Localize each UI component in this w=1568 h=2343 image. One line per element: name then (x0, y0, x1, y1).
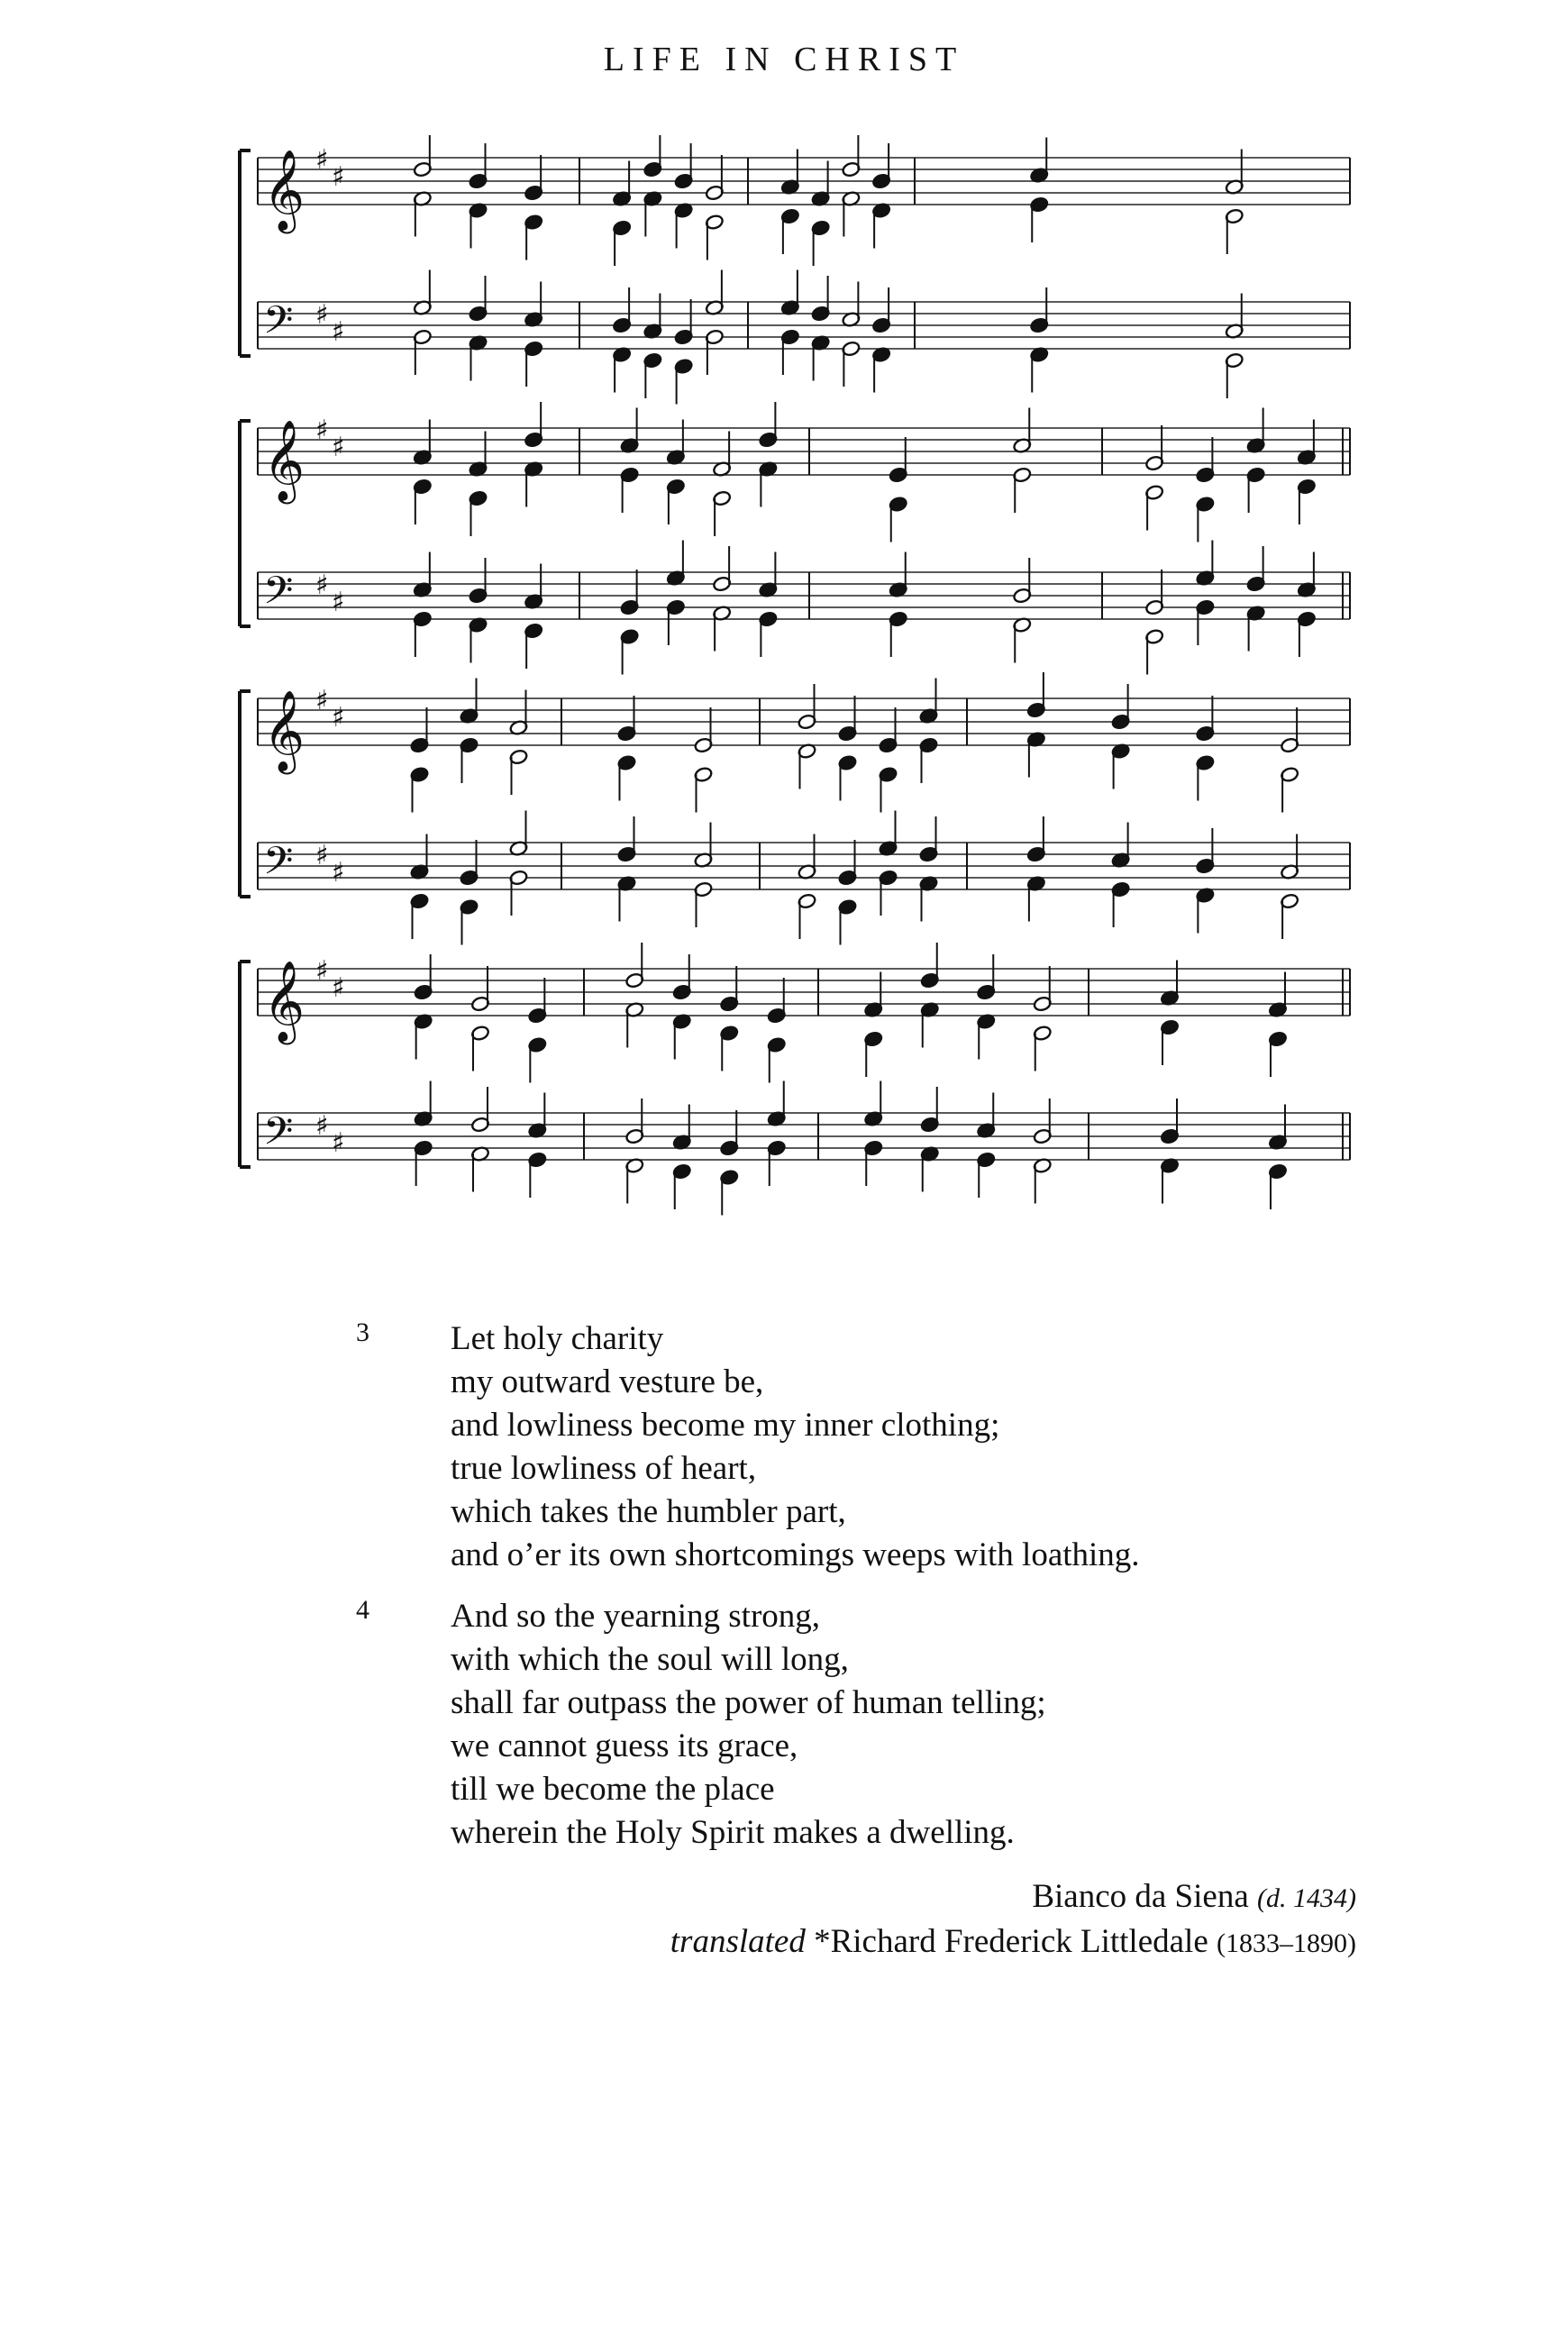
system-bracket (240, 691, 251, 897)
verse-line: which takes the humbler part, (451, 1493, 846, 1530)
verse-line: true lowliness of heart, (451, 1450, 757, 1487)
author-dates: (d. 1434) (1257, 1883, 1356, 1913)
translator-dates: (1833–1890) (1217, 1928, 1356, 1958)
treble-clef-icon: 𝄞 (263, 150, 305, 231)
author-line (670, 1874, 1356, 1919)
verse-line: And so the yearning strong, (451, 1598, 821, 1635)
sharp-icon: ♯ (315, 840, 329, 871)
verse-line: my outward vesture be, (451, 1363, 764, 1400)
sharp-icon: ♯ (315, 299, 329, 331)
sharp-icon: ♯ (315, 1110, 329, 1142)
treble-clef-icon: 𝄞 (263, 690, 305, 771)
sharp-icon: ♯ (332, 702, 345, 734)
system-bracket (240, 962, 251, 1167)
verse-line: with which the soul will long, (451, 1641, 849, 1678)
bass-clef-icon: 𝄢 (263, 298, 294, 352)
sharp-icon: ♯ (332, 587, 345, 618)
music-score (232, 135, 1395, 1280)
verse-line: wherein the Holy Spirit makes a dwelling. (451, 1814, 1015, 1851)
translator-name: *Richard Frederick Littledale (814, 1923, 1208, 1960)
sharp-icon: ♯ (332, 432, 345, 463)
translated-label: translated (670, 1923, 806, 1960)
treble-clef-icon: 𝄞 (263, 420, 305, 501)
verse-number: 4 (356, 1595, 369, 1625)
sharp-icon: ♯ (315, 570, 329, 601)
bass-clef-icon: 𝄢 (263, 569, 294, 623)
verse-line: shall far outpass the power of human telling; (451, 1684, 1046, 1721)
verses (356, 1317, 1437, 1873)
sharp-icon: ♯ (332, 857, 345, 889)
page-title: LIFE IN CHRIST (603, 41, 965, 78)
verse-line: Let holy charity (451, 1320, 664, 1357)
verse-line: till we become the place (451, 1771, 775, 1808)
sharp-icon: ♯ (332, 972, 345, 1004)
bass-clef-icon: 𝄢 (263, 1109, 294, 1163)
sharp-icon: ♯ (332, 316, 345, 348)
sharp-icon: ♯ (315, 955, 329, 987)
treble-clef-icon: 𝄞 (263, 961, 305, 1042)
verse-line: and o’er its own shortcomings weeps with loathing. (451, 1536, 1140, 1573)
translator-line (670, 1919, 1356, 1965)
sharp-icon: ♯ (315, 415, 329, 446)
system-bracket (240, 150, 251, 356)
sharp-icon: ♯ (332, 161, 345, 193)
attribution (670, 1874, 1356, 1965)
sharp-icon: ♯ (315, 685, 329, 716)
verse-line: we cannot guess its grace, (451, 1728, 798, 1764)
verse-line: and lowliness become my inner clothing; (451, 1407, 1000, 1444)
verse-4 (356, 1595, 1437, 1855)
sharp-icon: ♯ (332, 1127, 345, 1159)
sharp-icon: ♯ (315, 144, 329, 176)
verse-number: 3 (356, 1317, 369, 1347)
bass-clef-icon: 𝄢 (263, 839, 294, 893)
verse-3 (356, 1317, 1437, 1577)
system-bracket (240, 421, 251, 626)
author-name: Bianco da Siena (1032, 1878, 1249, 1915)
